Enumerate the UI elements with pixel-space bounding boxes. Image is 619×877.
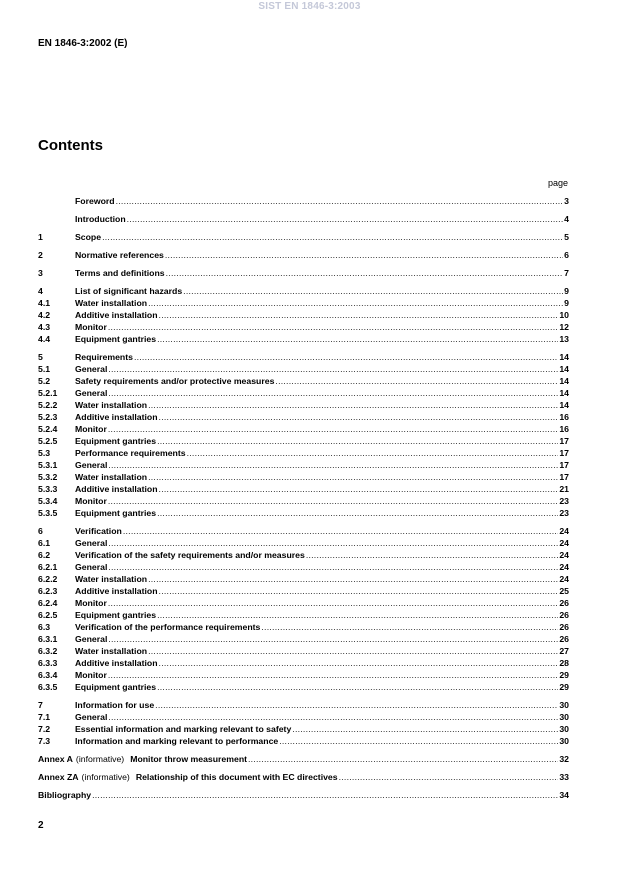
toc-leader-dots [108,495,558,507]
toc-entry-title: Scope [75,232,102,242]
toc-leader-dots [127,213,563,225]
toc-entry-title: Verification of the safety requirements and/or measures [75,550,305,560]
toc-entry[interactable] [38,657,569,669]
toc-entry-page: 14 [559,376,569,386]
toc-entry-number: 6.3.2 [38,646,58,656]
toc-entry-number: 5.2 [38,376,51,386]
toc-leader-dots [183,285,563,297]
toc-entry-page: 26 [559,610,569,620]
annex-title: Relationship of this document with EC directives [135,772,338,782]
toc-entry[interactable] [38,285,569,297]
toc-entry-title: Monitor [75,424,107,434]
toc-entry[interactable] [38,423,569,435]
page-number: 2 [38,820,44,831]
toc-entry-number: 6.3.3 [38,658,58,668]
toc-entry[interactable] [38,597,569,609]
toc-entry-title: Additive installation [75,412,158,422]
watermark: SIST EN 1846-3:2003 [258,1,361,12]
toc-entry-number: 6.2.3 [38,586,58,596]
toc-entry-title: Water installation [75,574,148,584]
toc-entry-number: 1 [38,232,43,242]
toc-entry-title: Monitor [75,670,107,680]
toc-entry-page: 21 [559,484,569,494]
toc-entry-page: 10 [559,310,569,320]
toc-entry-number: 5.3.5 [38,508,58,518]
toc-entry-page: 29 [559,670,569,680]
toc-entry-number: 4 [38,286,43,296]
toc-entry-page: 28 [559,658,569,668]
toc-entry-page: 9 [564,286,569,296]
toc-entry-title: Equipment gantries [75,334,157,344]
toc-entry-page: 17 [559,448,569,458]
toc-leader-dots [148,471,558,483]
toc-entry-number: 6.2.4 [38,598,58,608]
toc-entry-title: Monitor [75,322,107,332]
toc-entry-title: Information for use [75,700,155,710]
toc-entry-title: Additive installation [75,484,158,494]
toc-entry-title: General [75,538,108,548]
toc-leader-dots [134,351,558,363]
toc-entry-page: 17 [559,460,569,470]
toc-entry-number: 6.2 [38,550,51,560]
toc-entry-title: Equipment gantries [75,682,157,692]
toc-entry[interactable] [38,525,569,537]
toc-entry[interactable] [38,375,569,387]
toc-entry-number: 5.3 [38,448,51,458]
annex-title: Monitor throw measurement [130,754,248,764]
table-of-contents [38,195,569,801]
toc-entry-number: 4.3 [38,322,51,332]
toc-entry-title: Water installation [75,646,148,656]
toc-leader-dots [159,411,559,423]
toc-leader-dots [148,297,563,309]
toc-entry-title: Introduction [75,214,126,224]
toc-entry-title: General [75,388,108,398]
toc-entry-page: 16 [559,412,569,422]
toc-entry[interactable] [38,249,569,261]
toc-entry-number: 6.2.1 [38,562,58,572]
toc-leader-dots [108,597,558,609]
toc-entry-page: 24 [559,526,569,536]
toc-entry-number: 5.3.2 [38,472,58,482]
toc-entry-page: 30 [559,724,569,734]
toc-entry-number: 5.2.1 [38,388,58,398]
toc-entry-number: 5.3.1 [38,460,58,470]
annex-status: (informative) [81,772,130,782]
toc-entry-title: Normative references [75,250,164,260]
toc-entry-page: 32 [559,754,569,764]
toc-entry-number: 5.2.3 [38,412,58,422]
toc-leader-dots [92,789,558,801]
toc-entry-title: Verification [75,526,122,536]
toc-entry-number: 6.3.1 [38,634,58,644]
toc-leader-dots [157,435,558,447]
toc-entry-page: 26 [559,598,569,608]
toc-entry-number: 5.3.4 [38,496,58,506]
toc-entry-number: 6.3.5 [38,682,58,692]
toc-leader-dots [108,387,558,399]
toc-entry[interactable] [38,585,569,597]
toc-entry-title: Water installation [75,400,148,410]
toc-entry-page: 4 [564,214,569,224]
toc-entry-title: Requirements [75,352,133,362]
toc-entry[interactable] [38,435,569,447]
toc-entry[interactable] [38,711,569,723]
toc-leader-dots [261,621,558,633]
toc-entry-page: 14 [559,400,569,410]
toc-entry-page: 24 [559,550,569,560]
toc-entry-number: 6 [38,526,43,536]
toc-entry-title: General [75,364,108,374]
toc-entry[interactable] [38,633,569,645]
toc-leader-dots [116,195,564,207]
toc-leader-dots [108,711,558,723]
toc-annex-entry[interactable] [38,771,569,783]
toc-entry-page: 9 [564,298,569,308]
toc-leader-dots [148,645,558,657]
toc-leader-dots [102,231,563,243]
toc-entry[interactable] [38,459,569,471]
toc-entry[interactable] [38,399,569,411]
toc-entry-number: 6.2.2 [38,574,58,584]
toc-entry[interactable] [38,735,569,747]
toc-entry-number: 6.3.4 [38,670,58,680]
toc-entry-number: 6.2.5 [38,610,58,620]
toc-leader-dots [155,699,558,711]
toc-entry-number: 5 [38,352,43,362]
toc-entry-page: 7 [564,268,569,278]
toc-entry-page: 27 [559,646,569,656]
toc-entry-title: Equipment gantries [75,508,157,518]
toc-entry-title: General [75,562,108,572]
toc-leader-dots [339,771,559,783]
toc-entry-title: Bibliography [38,790,92,800]
toc-entry-page: 24 [559,562,569,572]
toc-entry[interactable] [38,213,569,225]
toc-entry[interactable] [38,699,569,711]
toc-entry-page: 23 [559,496,569,506]
toc-leader-dots [108,561,558,573]
toc-entry-page: 14 [559,388,569,398]
toc-leader-dots [279,735,558,747]
toc-leader-dots [187,447,559,459]
toc-entry-page: 13 [559,334,569,344]
toc-entry[interactable] [38,507,569,519]
toc-leader-dots [157,333,558,345]
toc-entry[interactable] [38,363,569,375]
toc-leader-dots [157,609,558,621]
toc-leader-dots [159,657,559,669]
toc-entry-page: 23 [559,508,569,518]
toc-entry-number: 6.1 [38,538,51,548]
toc-entry[interactable] [38,321,569,333]
toc-entry[interactable] [38,609,569,621]
toc-leader-dots [108,537,558,549]
toc-entry-page: 12 [559,322,569,332]
toc-annex-entry[interactable] [38,753,569,765]
toc-leader-dots [159,585,559,597]
toc-leader-dots [123,525,558,537]
toc-entry-title: Additive installation [75,310,158,320]
toc-entry[interactable] [38,471,569,483]
toc-entry-title: Information and marking relevant to performance [75,736,279,746]
toc-entry-page: 25 [559,586,569,596]
toc-entry-number: 4.2 [38,310,51,320]
toc-entry-number: 5.2.5 [38,436,58,446]
toc-leader-dots [165,249,563,261]
toc-entry-page: 24 [559,574,569,584]
toc-entry[interactable] [38,231,569,243]
annex-label: Annex A [38,754,73,764]
toc-entry-page: 34 [559,790,569,800]
toc-entry-number: 7.3 [38,736,51,746]
toc-entry[interactable] [38,549,569,561]
toc-entry-number: 5.2.4 [38,424,58,434]
toc-leader-dots [306,549,559,561]
toc-entry-page: 26 [559,622,569,632]
toc-leader-dots [108,423,558,435]
toc-entry-title: Monitor [75,598,107,608]
toc-entry[interactable] [38,681,569,693]
toc-leader-dots [148,399,558,411]
toc-entry-title: List of significant hazards [75,286,183,296]
toc-entry[interactable] [38,573,569,585]
toc-entry-page: 5 [564,232,569,242]
toc-entry-title: Safety requirements and/or protective measures [75,376,275,386]
toc-leader-dots [157,681,558,693]
toc-entry-title: General [75,712,108,722]
toc-entry[interactable] [38,333,569,345]
toc-entry[interactable] [38,561,569,573]
toc-leader-dots [108,459,558,471]
toc-entry-title: Equipment gantries [75,610,157,620]
toc-entry-number: 7 [38,700,43,710]
toc-entry-page: 14 [559,352,569,362]
toc-entry[interactable] [38,483,569,495]
toc-leader-dots [292,723,558,735]
toc-entry-number: 7.2 [38,724,51,734]
toc-entry[interactable] [38,309,569,321]
toc-leader-dots [148,573,558,585]
toc-entry-page: 30 [559,736,569,746]
toc-entry-title: Additive installation [75,586,158,596]
toc-entry-page: 30 [559,712,569,722]
toc-entry-page: 16 [559,424,569,434]
toc-entry-page: 29 [559,682,569,692]
toc-entry-number: 3 [38,268,43,278]
toc-entry[interactable] [38,297,569,309]
toc-leader-dots [159,309,559,321]
toc-entry-title: General [75,634,108,644]
toc-entry[interactable] [38,411,569,423]
toc-entry-number: 4.4 [38,334,51,344]
annex-status: (informative) [75,754,125,764]
toc-leader-dots [108,633,558,645]
toc-entry-page: 14 [559,364,569,374]
toc-entry-title: Performance requirements [75,448,186,458]
toc-entry-number: 7.1 [38,712,51,722]
toc-entry-title: Terms and definitions [75,268,165,278]
toc-entry-title: Equipment gantries [75,436,157,446]
toc-entry-number: 5.3.3 [38,484,58,494]
toc-entry[interactable] [38,723,569,735]
contents-title: Contents [38,137,103,154]
toc-entry-title: Monitor [75,496,107,506]
toc-entry-number: 6.3 [38,622,51,632]
toc-leader-dots [166,267,564,279]
toc-entry-number: 4.1 [38,298,51,308]
toc-entry[interactable] [38,195,569,207]
toc-entry-page: 17 [559,436,569,446]
toc-entry-title: Water installation [75,298,148,308]
toc-leader-dots [157,507,558,519]
toc-entry[interactable] [38,645,569,657]
toc-entry[interactable] [38,447,569,459]
toc-entry-number: 5.2.2 [38,400,58,410]
toc-entry-page: 30 [559,700,569,710]
toc-entry[interactable] [38,537,569,549]
toc-leader-dots [108,363,558,375]
toc-entry-title: General [75,460,108,470]
toc-leader-dots [108,669,558,681]
document-header: EN 1846-3:2002 (E) [38,38,128,49]
toc-entry[interactable] [38,669,569,681]
toc-entry[interactable] [38,387,569,399]
toc-entry-title: Additive installation [75,658,158,668]
toc-leader-dots [275,375,558,387]
toc-entry-page: 17 [559,472,569,482]
toc-entry[interactable] [38,351,569,363]
toc-entry-title: Verification of the performance requirements [75,622,261,632]
toc-leader-dots [248,753,558,765]
toc-entry-page: 24 [559,538,569,548]
toc-leader-dots [159,483,559,495]
toc-leader-dots [108,321,558,333]
toc-entry-number: 5.1 [38,364,51,374]
toc-entry[interactable] [38,495,569,507]
annex-label: Annex ZA [38,772,79,782]
toc-entry-page: 3 [564,196,569,206]
toc-entry-title: Essential information and marking relevant to safety [75,724,292,734]
toc-entry-page: 6 [564,250,569,260]
toc-bibliography-entry[interactable] [38,789,569,801]
toc-entry-title: Water installation [75,472,148,482]
page-column-label: page [547,178,568,188]
toc-entry-title: Foreword [75,196,115,206]
toc-entry-page: 33 [559,772,569,782]
toc-entry-number: 2 [38,250,43,260]
toc-entry[interactable] [38,267,569,279]
toc-entry-page: 26 [559,634,569,644]
toc-entry[interactable] [38,621,569,633]
